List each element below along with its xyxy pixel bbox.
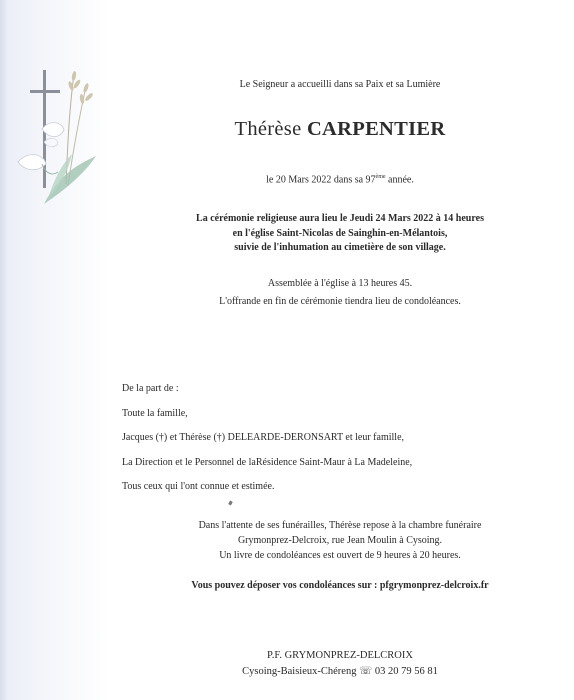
notes-block [120,275,560,310]
family-line-2: Jacques (†) et Thérèse (†) DELEARDE-DERONSART et leur famille, [122,432,405,444]
family-line-4: Tous ceux qui l'ont connue et estimée. [122,481,275,493]
funeral-home-line-2: Grymonprez-Delcroix, rue Jean Moulin à Cysoing. [237,535,443,546]
funeral-home-block [120,518,560,563]
ceremony-block [120,212,560,256]
assembly-note: Assemblée à l'église à 13 heures 45. [267,278,413,289]
paper-edge-shadow [0,0,8,700]
ceremony-line-3: suivie de l'inhumation au cimetière de son village. [234,242,446,253]
funeral-home-line-1: Dans l'attente de ses funérailles, Thérèse repose à la chambre funéraire [198,520,482,531]
telephone-icon: ☏ [359,666,373,677]
intro-line: Le Seigneur a accueilli dans sa Paix et sa Lumière [239,79,441,90]
town-list: Cysoing-Baisieux-Chéreng [242,666,357,677]
cross-lily-icon [14,64,104,214]
death-date: le 20 Mars 2022 dans sa 97 [266,174,376,186]
contact-line [120,664,560,680]
company-name: P.F. GRYMONPREZ-DELCROIX [267,650,413,661]
offering-note: L'offrande en fin de cérémonie tiendra lieu de condoléances. [219,295,461,307]
funeral-home-line-3: Un livre de condoléances est ouvert de 9 heures à 20 heures. [219,550,461,561]
from-label: De la part de : [122,383,179,394]
last-name: CARPENTIER [306,118,446,140]
ink-speck [228,501,233,506]
death-date-end: année. [385,174,414,186]
death-date-line [120,174,560,185]
family-line-3: La Direction et le Personnel de laRésidence Saint-Maur à La Madeleine, [122,456,413,468]
ceremony-line-1: La cérémonie religieuse aura lieu le Jeudi 24 Mars 2022 à 14 heures [196,213,484,224]
first-name: Thérèse [234,118,302,140]
footer [120,648,560,680]
condolences-website: Vous pouvez déposer vos condoléances sur : pfgrymonprez-delcroix.fr [191,580,489,591]
ordinal-suffix: ème [375,174,386,180]
family-block [122,377,412,500]
ceremony-line-2: en l'église Saint-Nicolas de Sainghin-en-Mélantois, [232,227,448,239]
deceased-name [120,118,560,141]
phone-number: 03 20 79 56 81 [374,666,438,677]
family-line-1: Toute la famille, [122,407,188,419]
